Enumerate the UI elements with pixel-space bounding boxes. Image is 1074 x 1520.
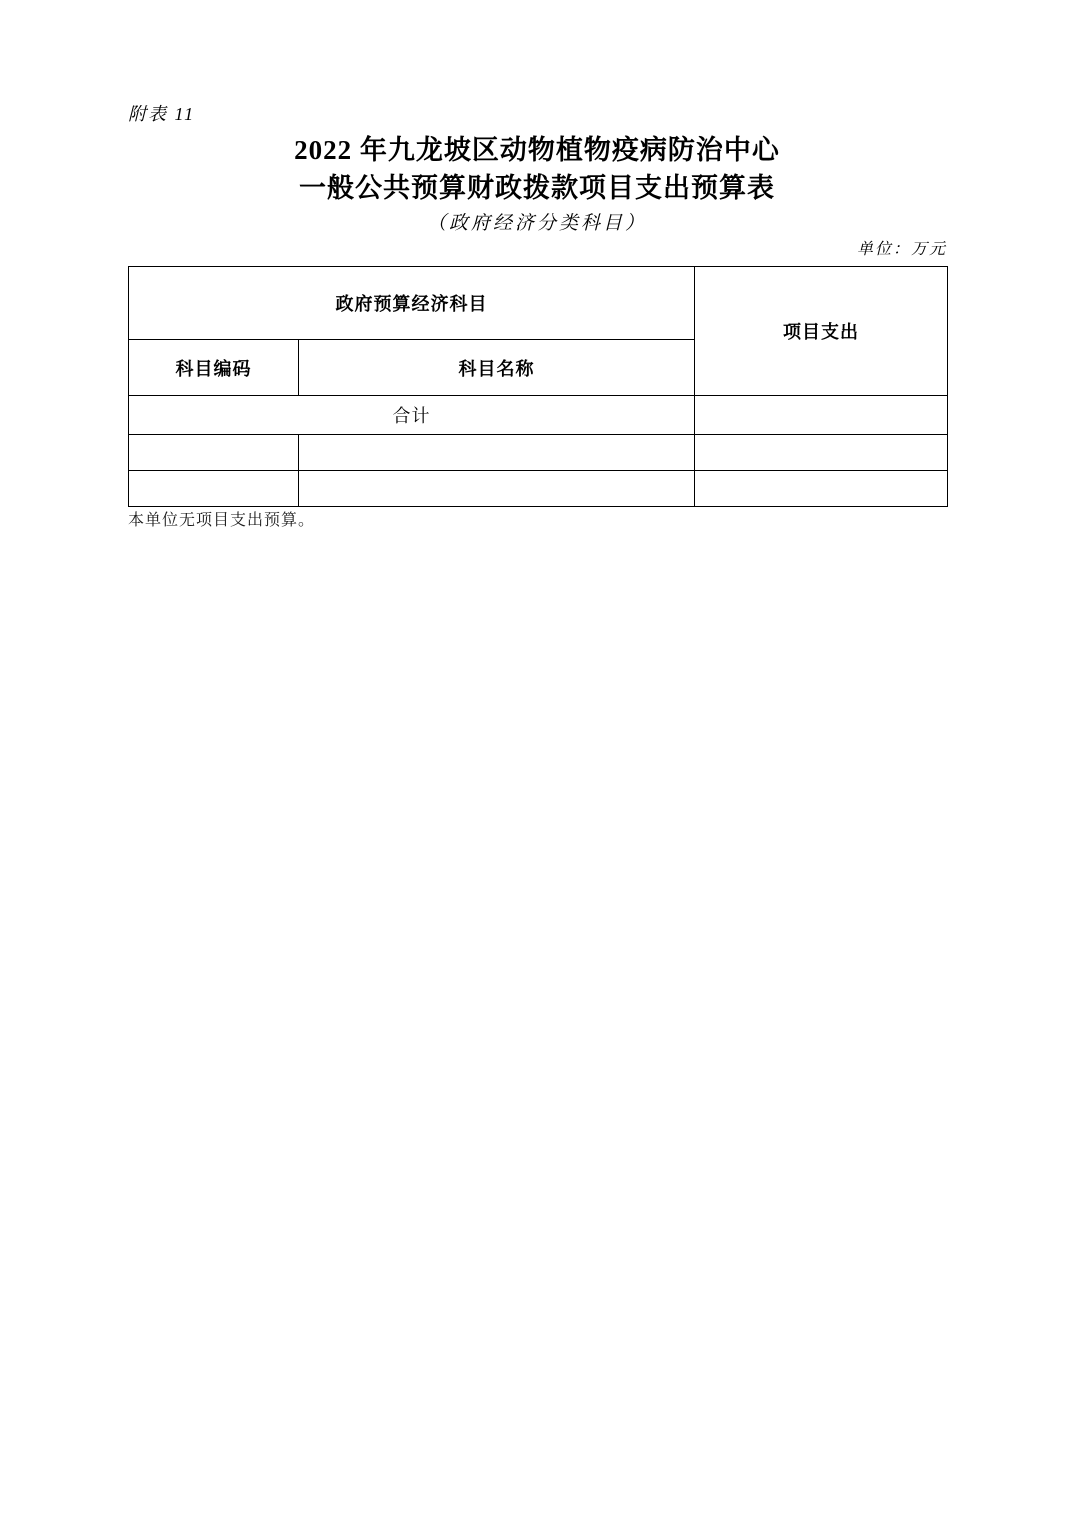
row1-name-cell [299, 435, 695, 471]
table-row [129, 435, 948, 471]
doc-title-line2: 一般公共预算财政拨款项目支出预算表 [299, 173, 775, 203]
total-value-cell [695, 396, 948, 435]
total-label-cell: 合计 [129, 396, 695, 435]
doc-title-line1: 2022 年九龙坡区动物植物疫病防治中心 [294, 135, 780, 165]
row2-code-cell [129, 471, 299, 507]
header-row-group [129, 267, 948, 340]
header-cell-name: 科目名称 [299, 340, 695, 396]
header-cell-group: 政府预算经济科目 [129, 267, 695, 340]
header-cell-expense: 项目支出 [695, 267, 948, 396]
row1-code-cell [129, 435, 299, 471]
unit-note: 单位：万元 [856, 241, 947, 258]
doc-subtitle: （政府经济分类科目） [426, 213, 647, 234]
total-row [129, 396, 948, 435]
header-cell-code: 科目编码 [129, 340, 299, 396]
footer-note: 本单位无项目支出预算。 [128, 512, 316, 529]
table-row [129, 471, 948, 507]
row2-name-cell [299, 471, 695, 507]
budget-table [128, 266, 948, 507]
appendix-label: 附表 11 [128, 104, 196, 124]
row1-value-cell [695, 435, 948, 471]
row2-value-cell [695, 471, 948, 507]
